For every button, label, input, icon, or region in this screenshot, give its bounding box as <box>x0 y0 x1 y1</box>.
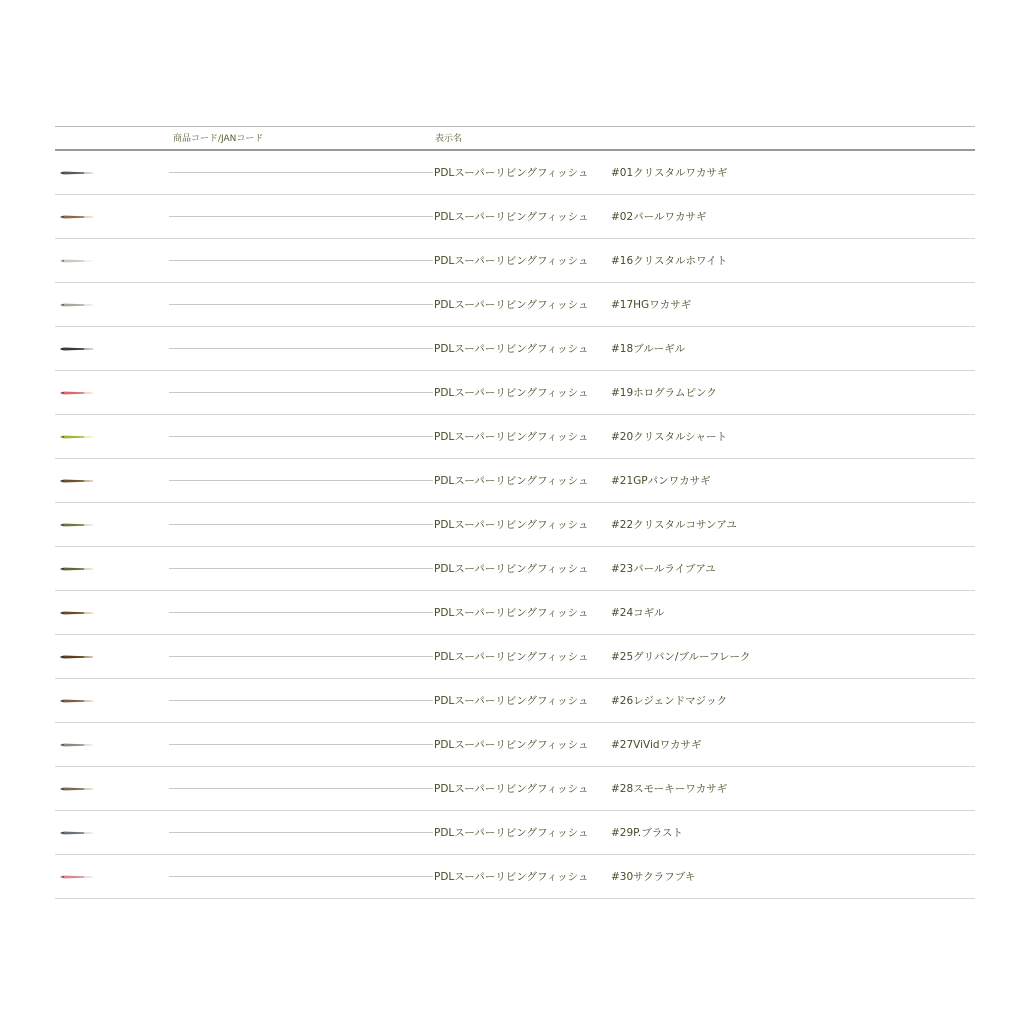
lure-thumbnail-icon <box>58 608 94 618</box>
code-cell-line <box>169 348 433 349</box>
lure-thumbnail-icon <box>58 212 94 222</box>
product-table <box>55 126 975 899</box>
product-name: PDLスーパーリビングフィッシュ <box>434 783 589 795</box>
table-row[interactable] <box>55 371 975 415</box>
table-row[interactable] <box>55 459 975 503</box>
table-row[interactable] <box>55 503 975 547</box>
table-row[interactable] <box>55 723 975 767</box>
color-name: #02パールワカサギ <box>611 211 707 223</box>
code-cell-line <box>169 436 433 437</box>
product-name: PDLスーパーリビングフィッシュ <box>434 299 589 311</box>
lure-thumbnail-icon <box>58 300 94 310</box>
table-row[interactable] <box>55 415 975 459</box>
product-name: PDLスーパーリビングフィッシュ <box>434 519 589 531</box>
color-name: #23パールライブアユ <box>611 563 716 575</box>
lure-thumbnail-icon <box>58 520 94 530</box>
color-name: #21GPパンワカサギ <box>611 475 711 487</box>
code-cell-line <box>169 656 433 657</box>
product-name: PDLスーパーリビングフィッシュ <box>434 827 589 839</box>
color-name: #28スモーキーワカサギ <box>611 783 728 795</box>
color-name: #16クリスタルホワイト <box>611 255 728 267</box>
product-name: PDLスーパーリビングフィッシュ <box>434 871 589 883</box>
color-name: #26レジェンドマジック <box>611 695 728 707</box>
color-name: #30サクラフブキ <box>611 871 696 883</box>
code-cell-line <box>169 216 433 217</box>
lure-thumbnail-icon <box>58 564 94 574</box>
product-name: PDLスーパーリビングフィッシュ <box>434 607 589 619</box>
product-name: PDLスーパーリビングフィッシュ <box>434 563 589 575</box>
code-cell-line <box>169 788 433 789</box>
lure-thumbnail-icon <box>58 872 94 882</box>
lure-thumbnail-icon <box>58 344 94 354</box>
product-name: PDLスーパーリビングフィッシュ <box>434 167 589 179</box>
table-row[interactable] <box>55 151 975 195</box>
color-name: #22クリスタルコサンアユ <box>611 519 737 531</box>
table-row[interactable] <box>55 811 975 855</box>
code-cell-line <box>169 832 433 833</box>
code-cell-line <box>169 612 433 613</box>
color-name: #18ブルーギル <box>611 343 686 355</box>
product-name: PDLスーパーリビングフィッシュ <box>434 651 589 663</box>
color-name: #17HGワカサギ <box>611 299 692 311</box>
lure-thumbnail-icon <box>58 388 94 398</box>
lure-thumbnail-icon <box>58 652 94 662</box>
color-name: #27ViVidワカサギ <box>611 739 702 751</box>
code-cell-line <box>169 172 433 173</box>
table-row[interactable] <box>55 547 975 591</box>
code-cell-line <box>169 304 433 305</box>
color-name: #24コギル <box>611 607 665 619</box>
table-header <box>55 126 975 151</box>
code-cell-line <box>169 744 433 745</box>
code-cell-line <box>169 480 433 481</box>
table-row[interactable] <box>55 767 975 811</box>
table-row[interactable] <box>55 591 975 635</box>
table-row[interactable] <box>55 327 975 371</box>
header-name: 表示名 <box>435 134 463 144</box>
table-row[interactable] <box>55 679 975 723</box>
lure-thumbnail-icon <box>58 828 94 838</box>
table-body <box>55 151 975 899</box>
lure-thumbnail-icon <box>58 168 94 178</box>
product-name: PDLスーパーリビングフィッシュ <box>434 255 589 267</box>
color-name: #25グリパン/ブルーフレーク <box>611 651 751 663</box>
lure-thumbnail-icon <box>58 696 94 706</box>
color-name: #19ホログラムピンク <box>611 387 717 399</box>
product-name: PDLスーパーリビングフィッシュ <box>434 739 589 751</box>
product-name: PDLスーパーリビングフィッシュ <box>434 387 589 399</box>
table-row[interactable] <box>55 283 975 327</box>
color-name: #01クリスタルワカサギ <box>611 167 728 179</box>
code-cell-line <box>169 700 433 701</box>
lure-thumbnail-icon <box>58 256 94 266</box>
product-name: PDLスーパーリビングフィッシュ <box>434 431 589 443</box>
product-name: PDLスーパーリビングフィッシュ <box>434 211 589 223</box>
lure-thumbnail-icon <box>58 476 94 486</box>
code-cell-line <box>169 392 433 393</box>
table-row[interactable] <box>55 855 975 899</box>
color-name: #20クリスタルシャート <box>611 431 727 443</box>
code-cell-line <box>169 876 433 877</box>
table-row[interactable] <box>55 635 975 679</box>
product-name: PDLスーパーリビングフィッシュ <box>434 695 589 707</box>
color-name: #29P.ブラスト <box>611 827 683 839</box>
lure-thumbnail-icon <box>58 432 94 442</box>
code-cell-line <box>169 260 433 261</box>
product-name: PDLスーパーリビングフィッシュ <box>434 343 589 355</box>
table-row[interactable] <box>55 195 975 239</box>
header-code: 商品コード/JANコード <box>173 134 264 144</box>
table-row[interactable] <box>55 239 975 283</box>
lure-thumbnail-icon <box>58 784 94 794</box>
lure-thumbnail-icon <box>58 740 94 750</box>
code-cell-line <box>169 568 433 569</box>
product-name: PDLスーパーリビングフィッシュ <box>434 475 589 487</box>
code-cell-line <box>169 524 433 525</box>
